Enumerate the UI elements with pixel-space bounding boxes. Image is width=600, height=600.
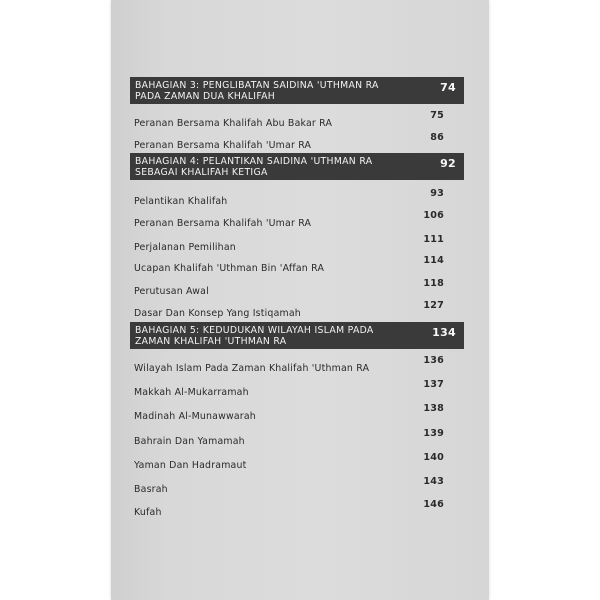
section-page-number: 134 bbox=[432, 326, 456, 339]
table-of-contents bbox=[111, 0, 489, 600]
toc-entry-page: 138 bbox=[423, 403, 444, 414]
toc-entry-label: Pelantikan Khalifah bbox=[134, 196, 228, 207]
section-title: BAHAGIAN 4: PELANTIKAN SAIDINA 'UTHMAN RA SEBAGAI KHALIFAH KETIGA bbox=[135, 156, 373, 178]
toc-entry bbox=[134, 278, 444, 297]
toc-entry-page: 143 bbox=[423, 476, 444, 487]
section-page-number: 92 bbox=[440, 157, 456, 170]
toc-entry-page: 86 bbox=[430, 132, 444, 143]
toc-entry bbox=[134, 210, 444, 229]
toc-entry bbox=[134, 355, 444, 374]
section-page-number: 74 bbox=[440, 81, 456, 94]
toc-entry-label: Peranan Bersama Khalifah Abu Bakar RA bbox=[134, 118, 333, 129]
toc-entry bbox=[134, 452, 444, 471]
toc-entry-page: 137 bbox=[423, 379, 444, 390]
toc-entry bbox=[134, 132, 444, 151]
toc-entry-page: 93 bbox=[430, 188, 444, 199]
toc-entry bbox=[134, 499, 444, 518]
toc-entry-label: Perutusan Awal bbox=[134, 286, 209, 297]
toc-entry-label: Madinah Al-Munawwarah bbox=[134, 411, 256, 422]
toc-entry-label: Yaman Dan Hadramaut bbox=[134, 460, 247, 471]
toc-entry-label: Peranan Bersama Khalifah 'Umar RA bbox=[134, 218, 312, 229]
section-title: BAHAGIAN 3: PENGLIBATAN SAIDINA 'UTHMAN RA PADA ZAMAN DUA KHALIFAH bbox=[135, 80, 379, 102]
toc-entry-label: Basrah bbox=[134, 484, 168, 495]
toc-entry-page: 140 bbox=[423, 452, 444, 463]
toc-entry bbox=[134, 403, 444, 422]
toc-entry bbox=[134, 255, 444, 274]
toc-entry bbox=[134, 300, 444, 319]
toc-entry bbox=[134, 428, 444, 447]
toc-entry bbox=[134, 379, 444, 398]
toc-entry-label: Bahrain Dan Yamamah bbox=[134, 436, 245, 447]
toc-entry-label: Ucapan Khalifah 'Uthman Bin 'Affan RA bbox=[134, 263, 325, 274]
section-header-bahagian-4 bbox=[130, 153, 464, 180]
toc-entry-label: Peranan Bersama Khalifah 'Umar RA bbox=[134, 140, 312, 151]
toc-entry bbox=[134, 188, 444, 207]
toc-entry bbox=[134, 110, 444, 129]
toc-entry-page: 136 bbox=[423, 355, 444, 366]
section-header-bahagian-3 bbox=[130, 77, 464, 104]
section-title: BAHAGIAN 5: KEDUDUKAN WILAYAH ISLAM PADA ZAMAN KHALIFAH 'UTHMAN RA bbox=[135, 325, 374, 347]
book-page bbox=[111, 0, 489, 600]
toc-entry bbox=[134, 476, 444, 495]
toc-entry-page: 75 bbox=[430, 110, 444, 121]
section-header-bahagian-5 bbox=[130, 322, 464, 349]
toc-entry-page: 127 bbox=[423, 300, 444, 311]
toc-entry-page: 146 bbox=[423, 499, 444, 510]
toc-entry-label: Makkah Al-Mukarramah bbox=[134, 387, 249, 398]
toc-entry-page: 118 bbox=[423, 278, 444, 289]
toc-entry-page: 111 bbox=[423, 234, 444, 245]
toc-entry-label: Wilayah Islam Pada Zaman Khalifah 'Uthman RA bbox=[134, 363, 370, 374]
toc-entry-label: Kufah bbox=[134, 507, 162, 518]
toc-entry-page: 114 bbox=[423, 255, 444, 266]
toc-entry bbox=[134, 234, 444, 253]
toc-entry-page: 106 bbox=[423, 210, 444, 221]
toc-entry-label: Perjalanan Pemilihan bbox=[134, 242, 236, 253]
toc-entry-page: 139 bbox=[423, 428, 444, 439]
toc-entry-label: Dasar Dan Konsep Yang Istiqamah bbox=[134, 308, 301, 319]
